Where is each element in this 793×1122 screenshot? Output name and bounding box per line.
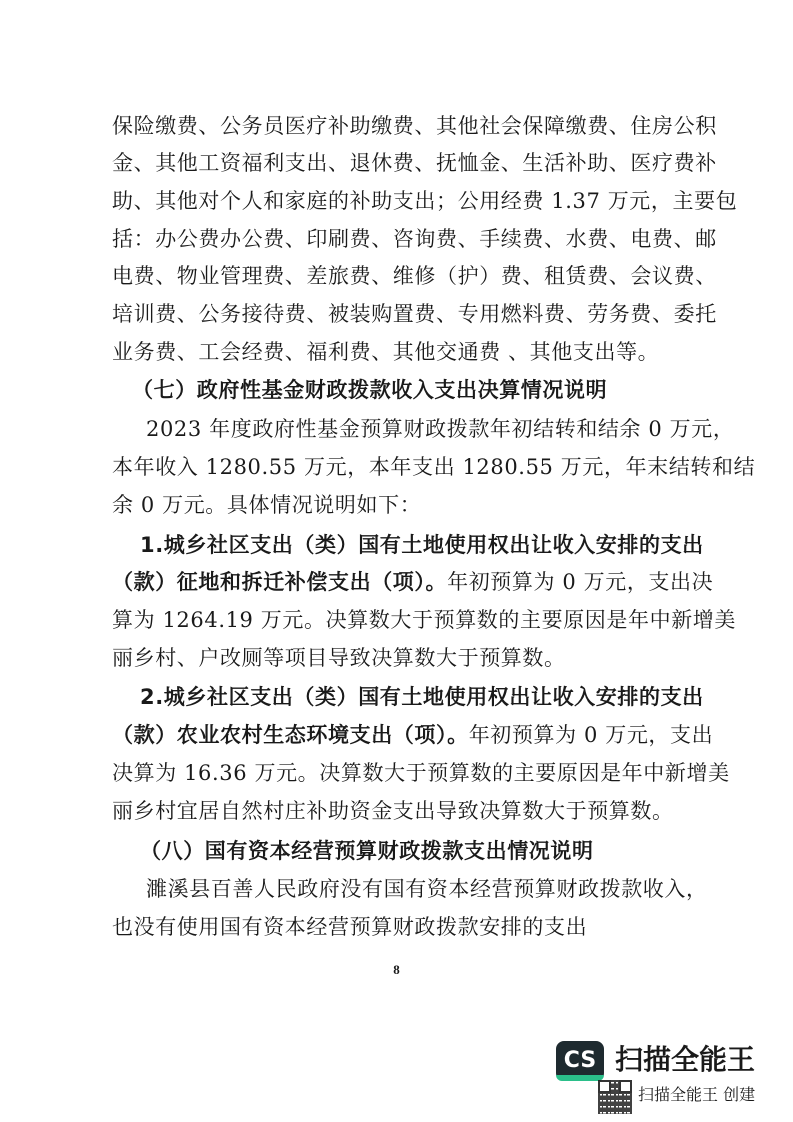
item-text: 年初预算为 0 万元，支出 bbox=[468, 723, 714, 747]
paragraph-line: 培训费、公务接待费、被装购置费、专用燃料费、劳务费、委托 bbox=[112, 302, 717, 326]
paragraph-line: 濉溪县百善人民政府没有国有资本经营预算财政拨款收入， bbox=[146, 877, 708, 901]
item-heading-1: 1.城乡社区支出（类）国有土地使用权出让收入安排的支出 bbox=[140, 533, 704, 557]
paragraph-line: 算为 1264.19 万元。决算数大于预算数的主要原因是年中新增美 bbox=[112, 608, 736, 632]
paragraph-line: 金、其他工资福利支出、退休费、抚恤金、生活补助、医疗费补 bbox=[112, 151, 717, 175]
paragraph-line: 也没有使用国有资本经营预算财政拨款安排的支出 bbox=[112, 915, 588, 939]
item-line bbox=[0, 567, 793, 597]
logo-text: CS bbox=[563, 1048, 597, 1073]
paragraph-line: 保险缴费、公务员医疗补助缴费、其他社会保障缴费、住房公积 bbox=[112, 114, 717, 138]
section-heading-8: （八）国有资本经营预算财政拨款支出情况说明 bbox=[140, 839, 594, 863]
paragraph-line: 丽乡村宜居自然村庄补助资金支出导致决算数大于预算数。 bbox=[112, 799, 674, 823]
paragraph-line: 2023 年度政府性基金预算财政拨款年初结转和结余 0 万元， bbox=[146, 417, 735, 441]
logo-accent-bar bbox=[556, 1075, 604, 1081]
camscanner-logo-icon bbox=[556, 1041, 604, 1081]
paragraph-line: 决算为 16.36 万元。决算数大于预算数的主要原因是年中新增美 bbox=[112, 761, 730, 785]
watermark-title: 扫描全能王 bbox=[615, 1043, 756, 1076]
paragraph-line: 余 0 万元。具体情况说明如下： bbox=[112, 493, 422, 517]
watermark-subtitle: 扫描全能王 创建 bbox=[638, 1085, 756, 1104]
item-heading-2: 2.城乡社区支出（类）国有土地使用权出让收入安排的支出 bbox=[140, 685, 704, 709]
paragraph-line: 电费、物业管理费、差旅费、维修（护）费、租赁费、会议费、 bbox=[112, 264, 717, 288]
paragraph-line: 丽乡村、户改厕等项目导致决算数大于预算数。 bbox=[112, 646, 566, 670]
paragraph-line: 业务费、工会经费、福利费、其他交通费 、其他支出等。 bbox=[112, 340, 660, 364]
paragraph-line: 本年收入 1280.55 万元，本年支出 1280.55 万元，年末结转和结 bbox=[112, 455, 756, 479]
paragraph-line: 括：办公费办公费、印刷费、咨询费、手续费、水费、电费、邮 bbox=[112, 227, 717, 251]
item-line bbox=[0, 720, 793, 750]
item-heading-2-cont: （款）农业农村生态环境支出（项）。 bbox=[112, 723, 469, 747]
page-number: 8 bbox=[393, 962, 400, 977]
qr-code-icon bbox=[598, 1080, 632, 1114]
paragraph-line: 助、其他对个人和家庭的补助支出；公用经费 1.37 万元，主要包 bbox=[112, 189, 738, 213]
section-heading-7: （七）政府性基金财政拨款收入支出决算情况说明 bbox=[132, 378, 608, 402]
item-text: 年初预算为 0 万元，支出决 bbox=[447, 570, 714, 594]
item-heading-1-cont: （款）征地和拆迁补偿支出（项）。 bbox=[112, 570, 448, 594]
